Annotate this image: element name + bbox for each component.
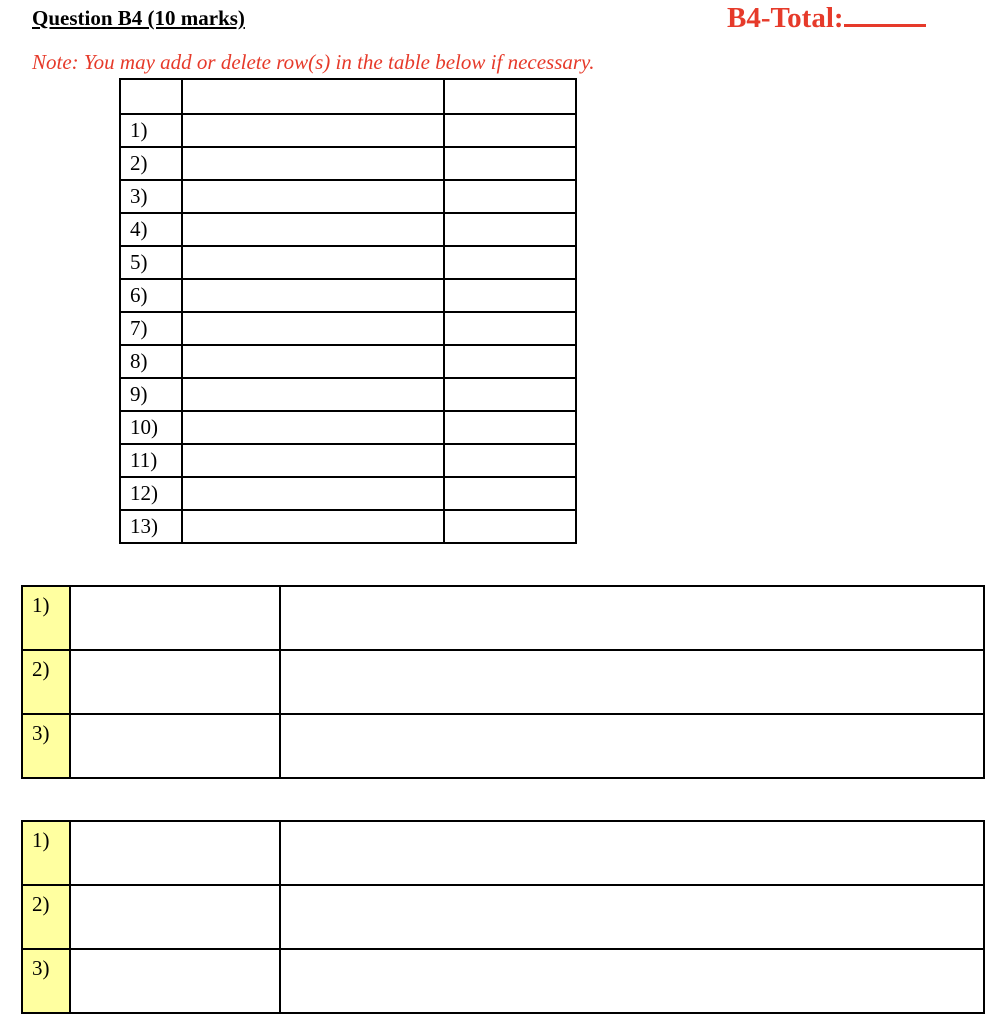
table-row (120, 444, 576, 477)
table-cell[interactable] (182, 279, 444, 312)
table-cell[interactable] (182, 180, 444, 213)
row-number-cell: 10) (120, 411, 182, 444)
table-row (120, 345, 576, 378)
table-cell[interactable] (182, 312, 444, 345)
row-number-cell: 7) (120, 312, 182, 345)
table-cell[interactable] (280, 650, 984, 714)
row-number-cell: 4) (120, 213, 182, 246)
table-cell[interactable] (444, 477, 576, 510)
total-label: B4-Total: (727, 2, 844, 34)
table-cell[interactable] (444, 79, 576, 114)
table-row (120, 510, 576, 543)
table-row (120, 147, 576, 180)
table-cell[interactable] (70, 586, 280, 650)
table-row (22, 949, 984, 1013)
table-row (120, 114, 576, 147)
row-number-cell: 9) (120, 378, 182, 411)
row-number-cell: 5) (120, 246, 182, 279)
table-header-row (120, 79, 576, 114)
table-cell[interactable] (444, 114, 576, 147)
table-row (120, 378, 576, 411)
row-number-cell: 3) (22, 714, 70, 778)
table-cell[interactable] (444, 246, 576, 279)
table-cell[interactable] (444, 345, 576, 378)
table-cell[interactable] (70, 650, 280, 714)
table-cell[interactable] (182, 510, 444, 543)
row-number-cell: 6) (120, 279, 182, 312)
table-row (22, 821, 984, 885)
answer-table-3 (21, 820, 985, 1014)
table-row (22, 714, 984, 778)
table-cell[interactable] (182, 378, 444, 411)
table-cell[interactable] (444, 510, 576, 543)
table-cell[interactable] (70, 821, 280, 885)
row-number-cell: 2) (22, 650, 70, 714)
table-cell[interactable] (70, 949, 280, 1013)
table-cell[interactable] (182, 213, 444, 246)
row-number-cell: 1) (22, 821, 70, 885)
row-number-cell: 3) (22, 949, 70, 1013)
table-cell[interactable] (182, 444, 444, 477)
row-number-cell: 2) (22, 885, 70, 949)
row-number-cell: 8) (120, 345, 182, 378)
table-row (120, 213, 576, 246)
row-number-cell: 1) (22, 586, 70, 650)
table-cell[interactable] (70, 885, 280, 949)
table-cell[interactable] (182, 79, 444, 114)
table-cell[interactable] (280, 586, 984, 650)
answer-table-2 (21, 585, 985, 779)
table-row (120, 180, 576, 213)
table-cell[interactable] (182, 147, 444, 180)
table-cell[interactable] (280, 949, 984, 1013)
table-row (120, 279, 576, 312)
table-cell[interactable] (280, 885, 984, 949)
table-cell[interactable] (444, 378, 576, 411)
table-cell[interactable] (182, 246, 444, 279)
answer-table-1 (119, 78, 577, 544)
table-row (22, 586, 984, 650)
table-cell[interactable] (182, 411, 444, 444)
table-cell[interactable] (280, 821, 984, 885)
table-cell[interactable] (444, 147, 576, 180)
row-number-cell: 11) (120, 444, 182, 477)
table-cell[interactable] (182, 345, 444, 378)
table-cell[interactable] (444, 213, 576, 246)
table-row (22, 650, 984, 714)
table-cell[interactable] (444, 312, 576, 345)
table-cell[interactable] (120, 79, 182, 114)
row-number-cell: 2) (120, 147, 182, 180)
table-cell[interactable] (70, 714, 280, 778)
total-score-blank[interactable] (844, 0, 926, 27)
row-number-cell: 13) (120, 510, 182, 543)
table-row (120, 411, 576, 444)
table-cell[interactable] (182, 114, 444, 147)
question-title: Question B4 (10 marks) (32, 6, 245, 30)
table-cell[interactable] (444, 180, 576, 213)
table-cell[interactable] (280, 714, 984, 778)
table-cell[interactable] (444, 444, 576, 477)
table-row (120, 312, 576, 345)
table-cell[interactable] (444, 279, 576, 312)
row-number-cell: 3) (120, 180, 182, 213)
table-row (22, 885, 984, 949)
table-cell[interactable] (444, 411, 576, 444)
note-text: Note: You may add or delete row(s) in the table below if necessary. (32, 50, 595, 74)
total-score (727, 0, 926, 35)
table-cell[interactable] (182, 477, 444, 510)
row-number-cell: 1) (120, 114, 182, 147)
row-number-cell: 12) (120, 477, 182, 510)
table-row (120, 477, 576, 510)
table-row (120, 246, 576, 279)
